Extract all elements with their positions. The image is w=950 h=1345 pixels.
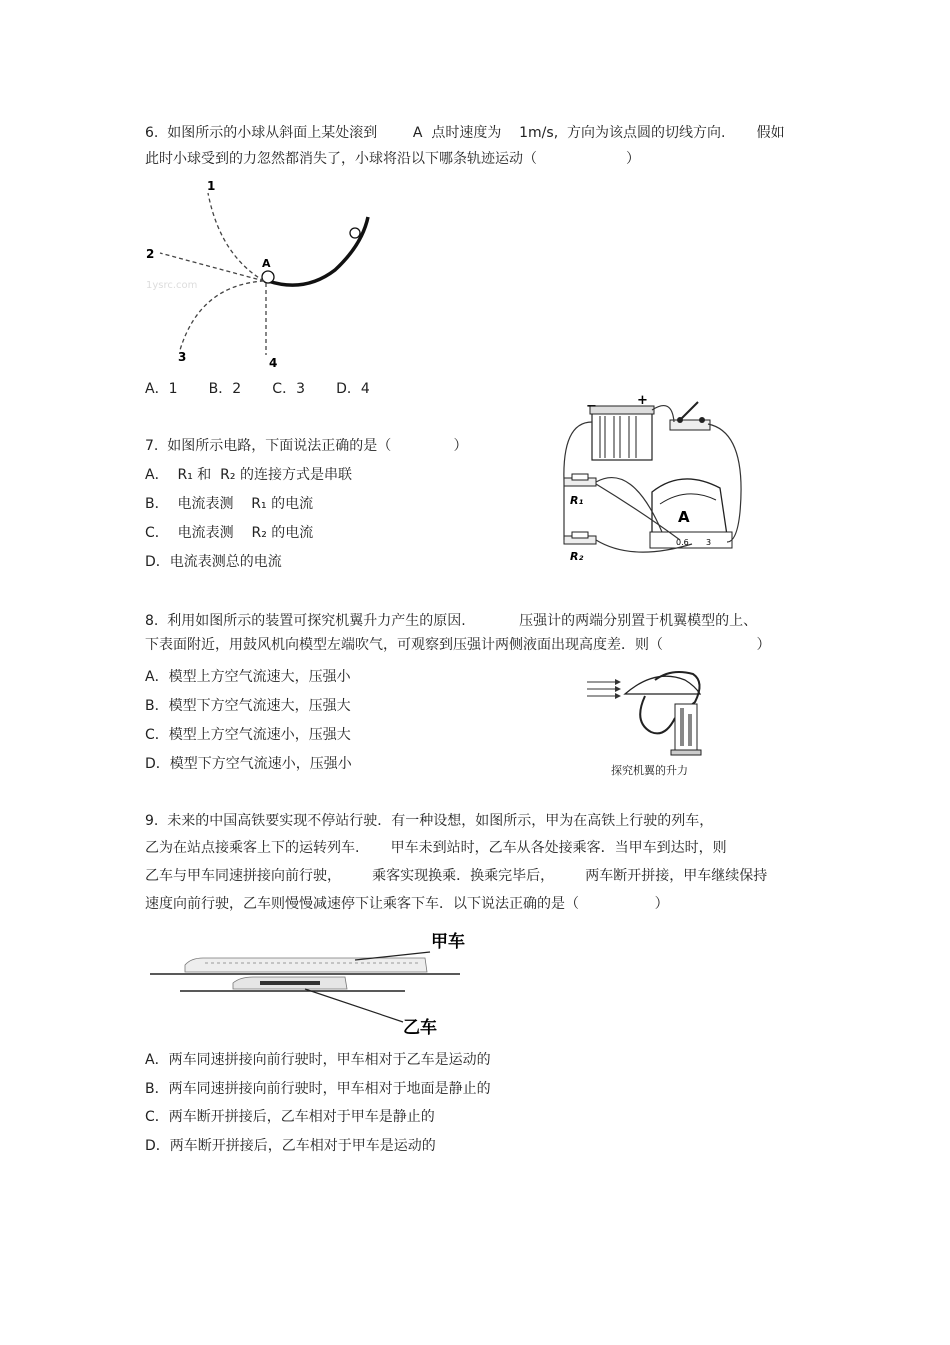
q8-wing-figure — [585, 662, 715, 780]
q8-option-b: B．模型下方空气流速大，压强大 — [145, 698, 351, 714]
q6-label-1: 1 — [207, 179, 216, 193]
q6-label-a: A — [262, 257, 271, 270]
q9-option-a: A．两车同速拼接向前行驶时，甲车相对于乙车是运动的 — [145, 1052, 491, 1068]
q9-stem-line-2: 乙为在站点接乘客上下的运转列车. 甲车未到站时，乙车从各处接乘客．当甲车到达时，则 — [145, 840, 727, 856]
q7-option-a: A． R₁ 和 R₂ 的连接方式是串联 — [145, 467, 352, 483]
q6-watermark: 1ysrc.com — [146, 280, 198, 291]
q7-option-c: C． 电流表测 R₂ 的电流 — [145, 525, 314, 541]
q7-terminal-06: 0.6 — [676, 538, 689, 547]
q7-stem: 7. 如图所示电路，下面说法正确的是（ ） — [145, 438, 468, 454]
q7-option-d: D．电流表测总的电流 — [145, 554, 282, 570]
q9-option-c: C．两车断开拼接后，乙车相对于甲车是静止的 — [145, 1109, 435, 1125]
q6-figure — [140, 175, 380, 370]
q6-label-4: 4 — [269, 356, 278, 370]
q6-label-3: 3 — [178, 350, 187, 364]
q7-terminal-3: 3 — [706, 538, 712, 547]
q7-battery-minus: − — [586, 399, 597, 414]
q8-option-c: C．模型上方空气流速小，压强大 — [145, 727, 351, 743]
q7-label-ammeter: A — [678, 508, 690, 526]
q6-options: A．1 B．2 C．3 D．4 — [145, 381, 370, 397]
q6-stem-line-2: 此时小球受到的力忽然都消失了，小球将沿以下哪条轨迹运动（ ） — [145, 151, 641, 167]
q8-stem-line-1: 8. 利用如图所示的装置可探究机翼升力产生的原因. 压强计的两端分别置于机翼模型的上、 — [145, 613, 758, 629]
q9-stem-line-1: 9. 未来的中国高铁要实现不停站行驶．有一种设想，如图所示，甲为在高铁上行驶的列车， — [145, 813, 714, 829]
q9-option-b: B．两车同速拼接向前行驶时，甲车相对于地面是静止的 — [145, 1081, 491, 1097]
q8-figure-caption: 探究机翼的升力 — [611, 764, 688, 777]
q9-label-yi: 乙车 — [403, 1018, 437, 1037]
q9-label-jia: 甲车 — [431, 932, 465, 952]
q7-battery-plus: + — [637, 393, 648, 408]
q9-stem-line-4: 速度向前行驶，乙车则慢慢减速停下让乘客下车．以下说法正确的是（ ） — [145, 896, 669, 912]
q6-stem-line-1: 6. 如图所示的小球从斜面上某处滚到 A 点时速度为 1m/s, 方向为该点圆的切线方向. 假如 — [145, 125, 785, 141]
q9-option-d: D．两车断开拼接后，乙车相对于甲车是运动的 — [145, 1138, 436, 1154]
q7-label-r1: R₁ — [570, 494, 584, 507]
q8-option-a: A．模型上方空气流速大，压强小 — [145, 669, 351, 685]
q9-train-figure — [145, 925, 475, 1037]
q9-stem-line-3: 乙车与甲车同速拼接向前行驶， 乘客实现换乘．换乘完毕后， 两车断开拼接，甲车继续保持 — [145, 868, 768, 884]
q8-option-d: D．模型下方空气流速小，压强小 — [145, 756, 352, 772]
q7-option-b: B． 电流表测 R₁ 的电流 — [145, 496, 314, 512]
q6-label-2: 2 — [146, 247, 155, 261]
q7-label-r2: R₂ — [570, 550, 584, 563]
q7-circuit-figure — [552, 392, 747, 570]
q8-stem-line-2: 下表面附近，用鼓风机向模型左端吹气，可观察到压强计两侧液面出现高度差．则（ ） — [145, 637, 771, 653]
